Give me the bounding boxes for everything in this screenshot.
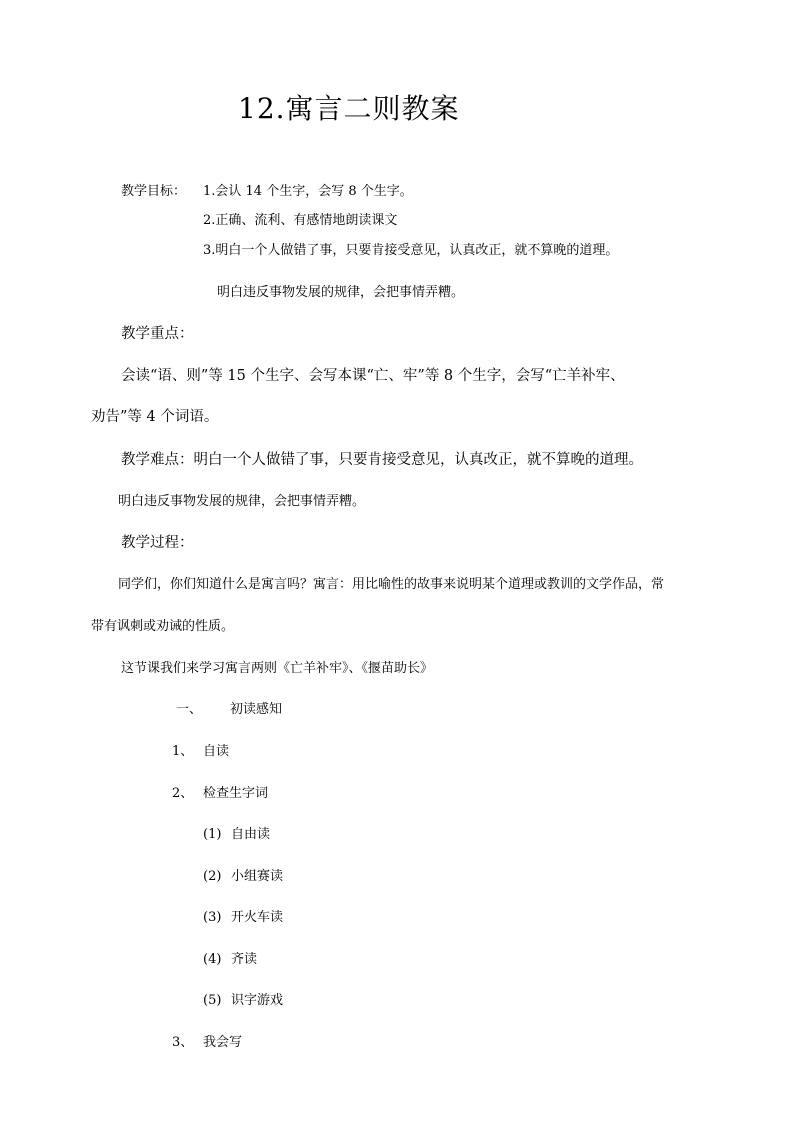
objective-item-2: 2.正确、流利、有感情地朗读课文 bbox=[203, 213, 398, 228]
section-1-title: 初读感知 bbox=[230, 702, 283, 717]
section-1-number: 一、 bbox=[176, 702, 203, 717]
substep-4-text: 齐读 bbox=[231, 952, 258, 967]
step-2-number: 2、 bbox=[172, 786, 194, 801]
objective-item-1: 1.会认 14 个生字，会写 8 个生字。 bbox=[203, 184, 413, 199]
step-3-number: 3、 bbox=[172, 1035, 194, 1050]
objectives-label: 教学目标： bbox=[121, 184, 187, 199]
key-points-label: 教学重点： bbox=[121, 326, 194, 342]
substep-4-number: (4) bbox=[203, 952, 222, 967]
substep-1-text: 自由读 bbox=[231, 827, 271, 842]
key-points-line-2: 劝告”等 4 个词语。 bbox=[91, 409, 219, 425]
substep-5-number: (5) bbox=[203, 993, 222, 1008]
step-2-text: 检查生字词 bbox=[203, 786, 269, 801]
substep-2-number: (2) bbox=[203, 869, 222, 884]
key-points-line-1: 会读“语、则”等 15 个生字、会写本课“亡、牢”等 8 个生字，会写“亡羊补牢、 bbox=[121, 368, 625, 384]
difficulties-line-2: 明白违反事物发展的规律，会把事情弄糟。 bbox=[118, 494, 366, 509]
difficulties-line-1: 教学难点：明白一个人做错了事，只要肯接受意见，认真改正，就不算晚的道理。 bbox=[121, 452, 643, 468]
objective-continuation: 明白违反事物发展的规律，会把事情弄糟。 bbox=[217, 285, 465, 300]
process-intro-line-2: 带有讽刺或劝诫的性质。 bbox=[91, 619, 235, 634]
step-1-text: 自读 bbox=[203, 744, 230, 759]
process-label: 教学过程： bbox=[121, 535, 194, 551]
substep-2-text: 小组赛读 bbox=[231, 869, 284, 884]
page-title: 12.寓言二则教案 bbox=[238, 92, 460, 125]
substep-1-number: (1) bbox=[203, 827, 222, 842]
step-1-number: 1、 bbox=[172, 744, 194, 759]
process-intro-line-3: 这节课我们来学习寓言两则《亡羊补牢》、《揠苗助长》 bbox=[121, 661, 434, 676]
process-intro-line-1: 同学们，你们知道什么是寓言吗？寓言：用比喻性的故事来说明某个道理或教训的文学作品，常 bbox=[118, 577, 665, 592]
objective-item-3: 3.明白一个人做错了事，只要肯接受意见，认真改正，就不算晚的道理。 bbox=[203, 243, 619, 258]
substep-3-number: (3) bbox=[203, 910, 222, 925]
substep-5-text: 识字游戏 bbox=[231, 993, 284, 1008]
substep-3-text: 开火车读 bbox=[231, 910, 284, 925]
step-3-text: 我会写 bbox=[203, 1035, 243, 1050]
